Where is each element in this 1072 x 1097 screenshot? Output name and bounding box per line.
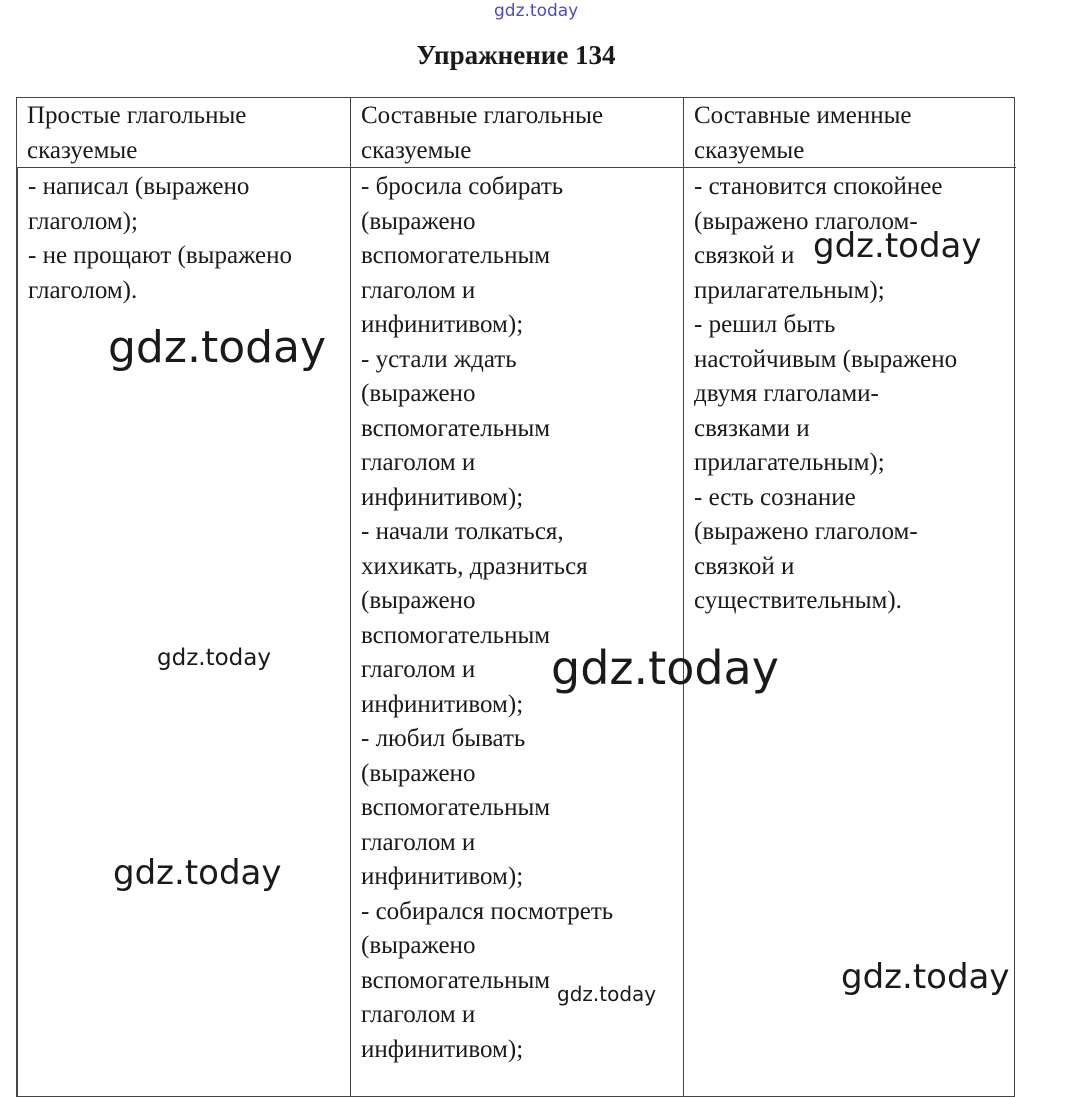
cell-line: - начали толкаться, xyxy=(361,518,564,545)
cell-line: инфинитивом); xyxy=(361,483,524,511)
cell-line: инфинитивом); xyxy=(361,863,524,890)
cell-line: инфинитивом); xyxy=(361,1035,524,1063)
cell-line: существительным). xyxy=(694,587,902,614)
cell-line: вспомогательным xyxy=(361,242,551,269)
cell-line: - становится спокойнее xyxy=(694,173,943,200)
cell-line: связкой и xyxy=(694,242,795,269)
cell-line: - не прощают (выражено xyxy=(28,242,292,269)
watermark: gdz.today xyxy=(108,322,327,373)
cell-line: глаголом). xyxy=(28,276,138,304)
cell-line: (выражено xyxy=(361,207,476,235)
cell-line: - решил быть xyxy=(694,311,836,338)
cell-line: связкой и xyxy=(694,552,795,580)
header-line: Составные именные xyxy=(694,102,912,129)
cell-line: (выражено xyxy=(361,759,476,787)
header-line: Простые глагольные xyxy=(27,102,247,129)
watermark: gdz.today xyxy=(113,853,282,893)
cell-line: хихикать, дразниться xyxy=(361,552,588,580)
cell-line: (выражено xyxy=(361,587,476,614)
header-compound-verbal xyxy=(350,98,683,168)
cell-line: прилагательным); xyxy=(694,276,885,304)
cell-line: глаголом и xyxy=(361,276,476,304)
cell-line: вспомогательным xyxy=(361,794,551,821)
watermark: gdz.today xyxy=(551,641,779,695)
cell-line: двумя глаголами- xyxy=(694,380,879,407)
cell-line: - есть сознание xyxy=(694,483,856,511)
cell-line: вспомогательным xyxy=(361,966,551,994)
cell-line: - собирался посмотреть xyxy=(361,897,614,925)
cell-line: глаголом и xyxy=(361,449,476,476)
cell-line: - написал (выражено xyxy=(28,173,250,200)
cell-line: (выражено глаголом- xyxy=(694,207,918,235)
header-line: сказуемые xyxy=(694,136,805,164)
cell-line: связками и xyxy=(694,414,810,442)
watermark-top: gdz.today xyxy=(494,1,579,21)
column-simple-verbal xyxy=(17,168,350,1096)
watermark: gdz.today xyxy=(813,226,982,266)
header-line: сказуемые xyxy=(361,136,472,164)
watermark: gdz.today xyxy=(157,645,271,671)
header-compound-nominal xyxy=(683,98,1016,168)
cell-line: - бросила собирать xyxy=(361,173,564,200)
cell-line: глаголом и xyxy=(361,828,476,856)
cell-line: глаголом); xyxy=(28,207,138,235)
cell-line: прилагательным); xyxy=(694,449,885,476)
column-compound-verbal xyxy=(350,168,683,1096)
cell-line: (выражено xyxy=(361,380,476,407)
watermark: gdz.today xyxy=(557,982,657,1006)
cell-line: вспомогательным xyxy=(361,414,551,442)
header-line: Составные глагольные xyxy=(361,102,604,129)
cell-line: (выражено xyxy=(361,932,476,959)
cell-line: вспомогательным xyxy=(361,621,551,649)
cell-line: настойчивым (выражено xyxy=(694,345,958,373)
watermark: gdz.today xyxy=(841,957,1010,997)
header-simple-verbal xyxy=(17,98,350,168)
cell-line: инфинитивом); xyxy=(361,311,524,338)
cell-line: глаголом и xyxy=(361,656,476,683)
cell-line: (выражено глаголом- xyxy=(694,518,918,545)
cell-line: - любил бывать xyxy=(361,725,526,752)
cell-line: инфинитивом); xyxy=(361,690,524,718)
exercise-title: Упражнение 134 xyxy=(416,40,616,70)
cell-line: - устали ждать xyxy=(361,345,517,373)
header-line: сказуемые xyxy=(27,136,138,164)
cell-line: глаголом и xyxy=(361,1001,476,1028)
